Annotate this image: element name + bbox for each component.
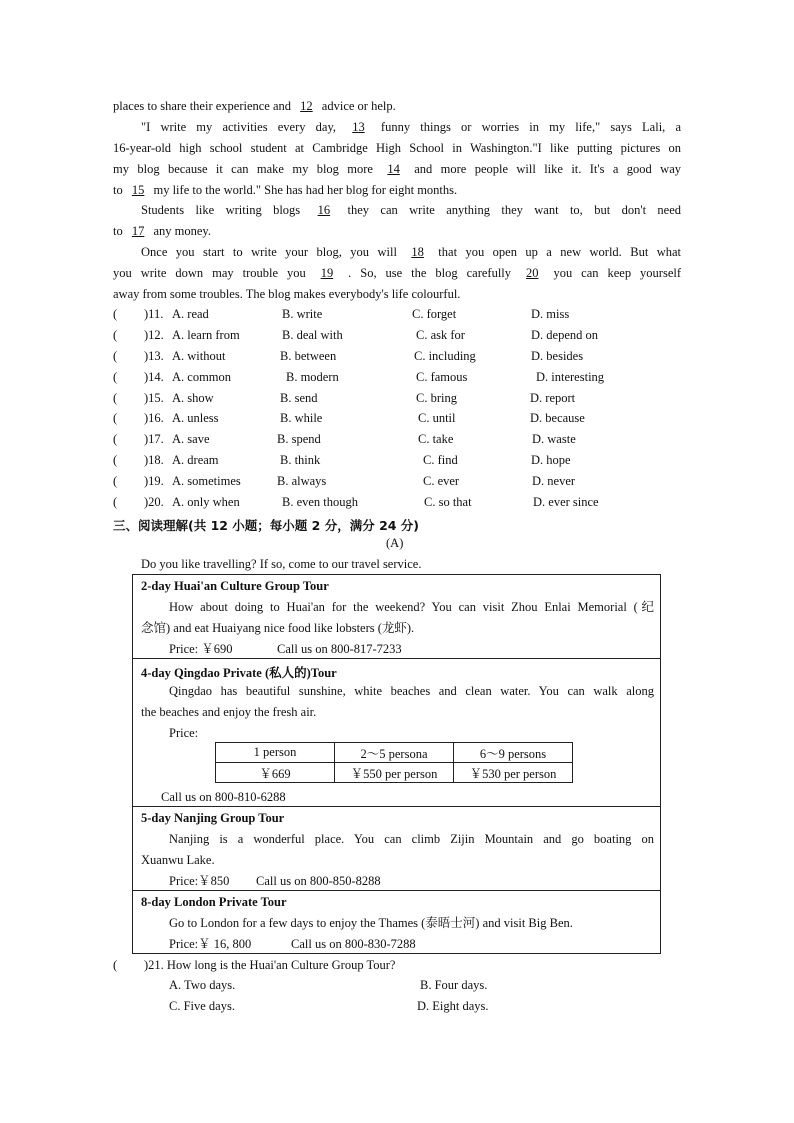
question-number: )11. [144,307,164,321]
passage-text: any money. [153,224,211,238]
tour-huaian [132,574,661,659]
option-b: B. send [280,391,318,405]
question-number: )17. [144,432,164,446]
tour-london [132,890,661,954]
option-c: C. ask for [416,328,465,342]
option-b: B. between [280,349,337,363]
section-intro: Do you like travelling? If so, come to our travel service. [141,557,422,571]
tour-text: Go to London for a few days to enjoy the Thames (泰晤士河) and visit Big Ben. [169,916,573,930]
blank-14: 14 [387,162,400,176]
answer-paren: ( [113,453,118,467]
price-value-cell: ￥530 per person [454,763,573,783]
blank-20: 20 [525,266,539,280]
option-b: B. always [277,474,327,488]
answer-paren: ( [113,370,118,384]
question-21-option-a: A. Two days. [169,978,236,992]
passage-line-2 [113,120,681,134]
option-b: B. spend [277,432,321,446]
passage-line-7 [113,224,681,238]
tour-qingdao [132,658,661,807]
section-title: 三、阅读理解(共 12 小题；每小题 2 分，满分 24 分) [113,518,420,533]
question-number: )15. [144,391,164,405]
passage-text: places to share their experience and [113,99,292,113]
blank-19: 19 [320,266,334,280]
tour-text: the beaches and enjoy the fresh air. [141,705,317,719]
tour-phone: Call us on 800-810-6288 [161,790,286,804]
tour-text: Qingdao has beautiful sunshine, white beaches and clean water. You can walk along [169,684,654,698]
passage-text: you write down may trouble you [113,266,306,280]
option-c: C. find [423,453,458,467]
tour-text: How about doing to Huai'an for the weekend? You can visit Zhou Enlai Memorial (纪 [169,600,654,614]
question-number: )12. [144,328,164,342]
question-number: )16. [144,411,164,425]
tour-nanjing [132,806,661,891]
blank-12: 12 [300,99,313,113]
option-a: A. save [172,432,210,446]
option-b: B. think [280,453,321,467]
option-c: C. forget [412,307,457,321]
passage-text: you can keep yourself [553,266,682,280]
tour-title: 8-day London Private Tour [141,895,287,909]
option-a: A. unless [172,411,219,425]
option-a: A. learn from [172,328,240,342]
passage-line-4 [113,162,681,176]
option-c: C. until [418,411,456,425]
passage-line-1 [113,99,681,113]
passage-text: to [113,224,123,238]
passage-line-6 [113,203,681,217]
option-b: B. write [282,307,323,321]
option-c: C. bring [416,391,457,405]
passage-line-8 [113,245,681,259]
question-21-text: )21. How long is the Huai'an Culture Group Tour? [144,958,396,972]
passage-line-10: away from some troubles. The blog makes everybody's life colourful. [113,287,461,301]
option-b: B. deal with [282,328,343,342]
option-c: C. take [418,432,454,446]
passage-line-3: 16-year-old high school student at Cambridge High School in Washington."I like putting pictures on [113,141,681,155]
option-a: A. dream [172,453,219,467]
price-value-cell: ￥550 per person [335,763,454,783]
tour-title: 2-day Huai'an Culture Group Tour [141,579,329,593]
tour-price: Price:￥850 [169,874,230,888]
tour-title: 4-day Qingdao Private (私人的)Tour [141,666,337,680]
passage-text: to [113,183,123,197]
option-d: D. miss [531,307,570,321]
blank-16: 16 [317,203,331,217]
passage-text: . So, use the blog carefully [348,266,512,280]
option-b: B. modern [286,370,339,384]
option-d: D. interesting [536,370,605,384]
answer-paren: ( [113,349,118,363]
passage-text: advice or help. [321,99,396,113]
part-label: (A) [386,536,404,550]
answer-paren: ( [113,474,118,488]
option-a: A. show [172,391,214,405]
tour-price-label: Price: [169,726,199,740]
question-number: )18. [144,453,164,467]
tour-phone: Call us on 800-850-8288 [256,874,381,888]
tour-price: Price:￥ 16, 800 [169,937,252,951]
tour-text: Nanjing is a wonderful place. You can climb Zijin Mountain and go boating on [169,832,654,846]
passage-text: Once you start to write your blog, you will [141,245,397,259]
passage-text: and more people will like it. It's a good way [414,162,682,176]
option-d: D. ever since [533,495,599,509]
tour-text: Xuanwu Lake. [141,853,215,867]
answer-paren: ( [113,495,118,509]
option-b: B. even though [282,495,359,509]
option-a: A. read [172,307,209,321]
question-21-option-d: D. Eight days. [417,999,489,1013]
question-number: )13. [144,349,164,363]
passage-line-9 [113,266,681,280]
blank-18: 18 [411,245,424,259]
tour-title: 5-day Nanjing Group Tour [141,811,285,825]
blank-13: 13 [352,120,365,134]
question-number: )20. [144,495,164,509]
question-21-option-b: B. Four days. [420,978,488,992]
option-c: C. famous [416,370,468,384]
option-a: A. without [172,349,226,363]
option-a: A. only when [172,495,240,509]
blank-17: 17 [131,224,145,238]
passage-text: my life to the world." She has had her blog for eight months. [153,183,458,197]
option-d: D. report [530,391,576,405]
option-c: C. ever [423,474,460,488]
passage-text: Students like writing blogs [141,203,301,217]
price-header-cell: 2～5 persona [335,743,454,763]
option-d: D. depend on [531,328,598,342]
option-b: B. while [280,411,323,425]
passage-text: they can write anything they want to, but don't need [347,203,682,217]
option-d: D. never [532,474,576,488]
price-value-cell: ￥669 [216,763,335,783]
tour-phone: Call us on 800-830-7288 [291,937,416,951]
passage-text: my blog because it can make my blog more [113,162,373,176]
question-21-option-c: C. Five days. [169,999,235,1013]
answer-paren: ( [113,328,118,342]
answer-paren: ( [113,411,118,425]
question-21-paren: ( [113,958,118,972]
question-number: )19. [144,474,164,488]
option-a: A. sometimes [172,474,241,488]
price-header-cell: 1 person [216,743,335,763]
blank-15: 15 [131,183,145,197]
answer-paren: ( [113,432,118,446]
question-number: )14. [144,370,164,384]
option-d: D. hope [531,453,571,467]
tour-price: Price: ￥690 [169,642,233,656]
tour-phone: Call us on 800-817-7233 [277,642,402,656]
passage-text: that you open up a new world. But what [438,245,682,259]
price-table-value-row [216,763,573,783]
answer-paren: ( [113,307,118,321]
option-d: D. because [530,411,585,425]
passage-text: "I write my activities every day, [141,120,337,134]
option-a: A. common [172,370,232,384]
price-header-cell: 6～9 persons [454,743,573,763]
price-table [215,742,573,783]
option-d: D. waste [532,432,576,446]
option-c: C. including [414,349,476,363]
tour-text: 念馆) and eat Huaiyang nice food like lobsters (龙虾). [141,621,415,635]
passage-line-5 [113,183,681,197]
option-d: D. besides [531,349,584,363]
option-c: C. so that [424,495,472,509]
passage-text: funny things or worries in my life," says Lali, a [380,120,682,134]
answer-paren: ( [113,391,118,405]
price-table-header-row [216,743,573,763]
